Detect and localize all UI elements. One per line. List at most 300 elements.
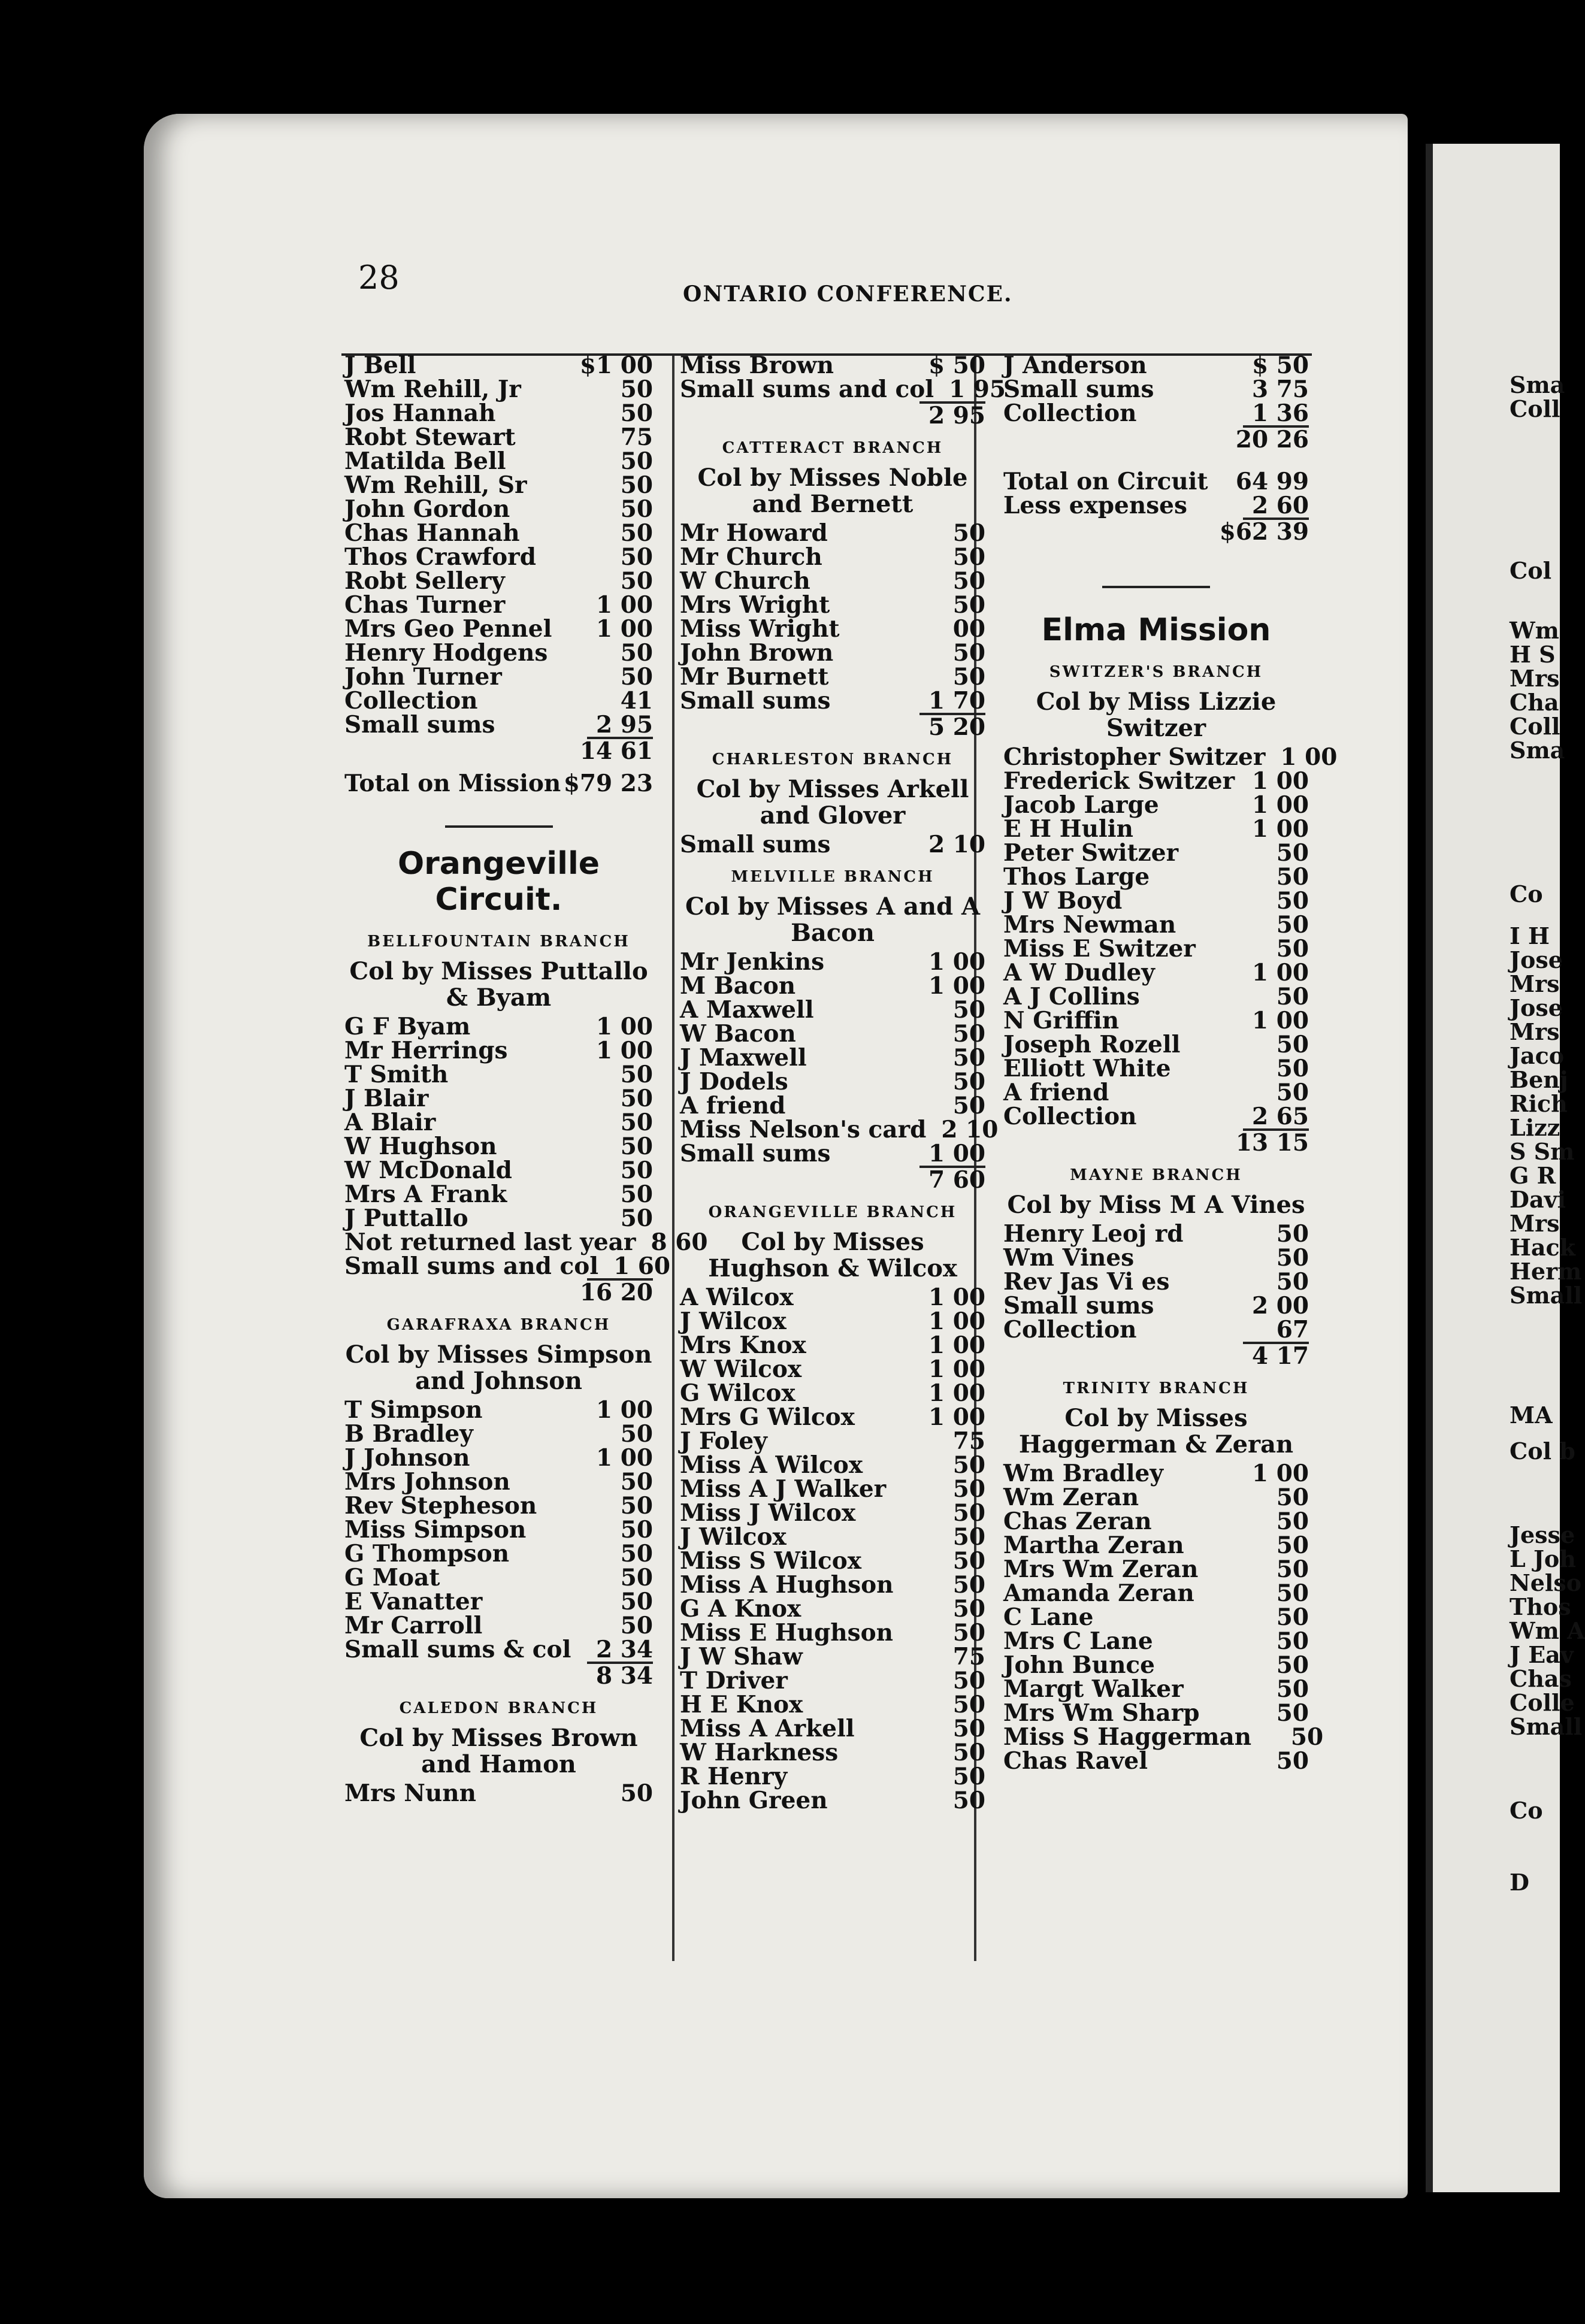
branch-heading: TRINITY BRANCH: [1063, 1379, 1250, 1397]
contribution-amount: 50: [952, 1739, 985, 1766]
contribution-row: [680, 1765, 985, 1789]
contribution-amount: 1 00: [928, 1308, 985, 1335]
subtotal: 5 20: [928, 713, 985, 741]
contribution-row: [680, 1789, 985, 1812]
contributor-name: G F Byam: [344, 1013, 471, 1040]
contribution-row: [680, 1333, 985, 1357]
contribution-row: [680, 1309, 985, 1333]
contributor-name: Small sums: [1003, 376, 1154, 403]
contributor-name: Small sums: [680, 1140, 831, 1167]
facing-page-fragment: Jaco: [1510, 1042, 1565, 1069]
contribution-amount: 1 00: [928, 1284, 985, 1311]
contributor-name: E H Hulin: [1003, 815, 1133, 843]
subtotal: 20 26: [1235, 426, 1309, 453]
contributor-name: Chas Ravel: [1003, 1747, 1148, 1775]
contribution-row: [680, 1693, 985, 1717]
contribution-amount: $1 00: [579, 352, 653, 379]
contributor-name: R Henry: [680, 1763, 788, 1790]
contributor-name: Matilda Bell: [344, 447, 506, 475]
contribution-row: [680, 1381, 985, 1405]
contribution-row: [344, 641, 653, 665]
contributor-name: Elliott White: [1003, 1055, 1171, 1082]
contributor-name: Mr Carroll: [344, 1612, 483, 1639]
collector-line: Col by Misses Simpson and Johnson: [345, 1340, 652, 1395]
contribution-amount: 75: [620, 423, 653, 451]
contributor-name: Mrs Wm Zeran: [1003, 1556, 1199, 1583]
collector-line: Col by Misses Noble and Bernett: [697, 464, 968, 518]
contribution-row: [680, 1525, 985, 1549]
contribution-row: [680, 1741, 985, 1765]
contribution-row: [1003, 1009, 1309, 1033]
contribution-row: [1003, 985, 1309, 1009]
contributor-name: Mrs G Wilcox: [680, 1403, 855, 1431]
contributor-name: Mrs Wright: [680, 591, 830, 619]
contribution-row: [680, 617, 985, 641]
contribution-row: [344, 569, 653, 593]
contributor-name: W McDonald: [344, 1157, 512, 1184]
contributor-name: J Puttallo: [344, 1205, 468, 1232]
branch-heading: GARAFRAXA BRANCH: [386, 1316, 611, 1334]
contribution-amount: 1 00: [928, 972, 985, 1000]
facing-page-fragment: Mrs: [1510, 970, 1560, 997]
total-row: [344, 771, 653, 795]
contribution-row: [1003, 494, 1309, 518]
facing-page-fragment: Jose: [1510, 994, 1563, 1021]
contributor-name: Wm Bradley: [1003, 1460, 1163, 1487]
subtotal: 2 95: [928, 402, 985, 429]
contributor-name: A Blair: [344, 1109, 436, 1136]
contribution-row: [344, 1087, 653, 1110]
contribution-amount: 1 00: [928, 1403, 985, 1431]
contributor-name: Mrs Wm Sharp: [1003, 1699, 1200, 1727]
subtotal-row: [1003, 1131, 1309, 1155]
contribution-amount: 2 34: [596, 1636, 653, 1663]
contributor-name: Miss A Arkell: [680, 1715, 855, 1742]
contribution-amount: 1 36: [1252, 400, 1309, 427]
branch-list: [1003, 1222, 1309, 1342]
contributor-name: J Maxwell: [680, 1044, 807, 1072]
facing-page-fragment: MA: [1510, 1402, 1553, 1429]
contribution-amount: $ 50: [928, 352, 985, 379]
contribution-amount: 50: [1276, 1079, 1309, 1106]
total-label: Total on Mission: [344, 770, 561, 797]
contribution-row: [344, 545, 653, 569]
contribution-row: [344, 1252, 671, 1280]
contribution-amount: 50: [952, 1619, 985, 1647]
subtotal: 4 17: [1252, 1342, 1309, 1370]
contribution-amount: 50: [1276, 1220, 1309, 1248]
contributor-name: Miss A Wilcox: [680, 1451, 863, 1479]
contribution-amount: 1 00: [1252, 767, 1309, 795]
contribution-row: [344, 353, 653, 377]
contribution-amount: 50: [952, 1523, 985, 1551]
facing-page-fragment: Sma: [1510, 371, 1565, 398]
contribution-row: [344, 1206, 653, 1230]
contribution-row: [344, 377, 653, 401]
contribution-row: [344, 1398, 653, 1422]
contribution-amount: 50: [620, 1492, 653, 1520]
subtotal: 14 61: [579, 737, 653, 765]
facing-page-fragment: Cha: [1510, 689, 1559, 716]
contribution-amount: 50: [620, 400, 653, 427]
contribution-row: [344, 401, 653, 425]
collector-line: Col by Misses Brown and Hamon: [359, 1724, 638, 1778]
contribution-amount: 00: [952, 615, 985, 643]
contributor-name: Collection: [344, 687, 478, 715]
contribution-row: [344, 521, 653, 545]
contributor-name: A friend: [1003, 1079, 1109, 1106]
branch-list: [344, 1013, 708, 1280]
contributor-name: Small sums: [680, 831, 831, 858]
branch-heading: CATTERACT BRANCH: [722, 439, 943, 457]
contribution-row: [680, 1405, 985, 1429]
contribution-amount: 1 00: [1252, 1007, 1309, 1034]
subtotal: 7 60: [928, 1166, 985, 1194]
collector-line: Col by Misses A and A Bacon: [685, 892, 981, 947]
contribution-row: [1003, 865, 1309, 889]
contributor-name: Mrs Johnson: [344, 1468, 510, 1496]
facing-page-fragment: Small: [1510, 1282, 1583, 1309]
subtotal: 13 15: [1235, 1129, 1309, 1157]
contributor-name: Martha Zeran: [1003, 1532, 1184, 1559]
branch-list: [1003, 1460, 1324, 1775]
contributor-name: Rev Jas Vi es: [1003, 1268, 1170, 1296]
branch-list: [344, 1781, 653, 1805]
contributor-name: Small sums & col: [344, 1636, 571, 1663]
contribution-amount: 50: [952, 567, 985, 595]
contributor-name: Wm Rehill, Jr: [344, 376, 521, 403]
subtotal-row: [344, 739, 653, 763]
contributor-name: T Simpson: [344, 1396, 483, 1424]
contribution-row: [344, 1422, 653, 1446]
contribution-amount: 50: [620, 1780, 653, 1807]
contribution-row: [680, 998, 985, 1022]
contribution-row: [680, 1142, 985, 1166]
contributor-name: J Johnson: [344, 1444, 470, 1472]
contributor-name: Small sums: [680, 687, 831, 715]
contributor-name: W Hughson: [344, 1133, 497, 1160]
contribution-amount: 50: [620, 543, 653, 571]
contribution-row: [1003, 1461, 1309, 1485]
contributor-name: Mrs A Frank: [344, 1181, 507, 1208]
contribution-amount: 1 00: [1252, 815, 1309, 843]
contribution-row: [344, 1494, 653, 1518]
contribution-row: [680, 593, 985, 617]
contributor-name: A W Dudley: [1003, 959, 1155, 987]
contribution-row: [680, 545, 985, 569]
contribution-row: [1003, 817, 1309, 841]
contribution-amount: 50: [620, 1540, 653, 1568]
contribution-row: [680, 1717, 985, 1741]
contribution-amount: 50: [1276, 1556, 1309, 1583]
contribution-amount: 50: [952, 663, 985, 691]
contribution-amount: 50: [1276, 887, 1309, 915]
contribution-row: [1003, 889, 1309, 913]
contribution-row: [1003, 1318, 1309, 1342]
contribution-row: [344, 1590, 653, 1614]
contribution-row: [680, 833, 985, 857]
contribution-amount: 50: [620, 567, 653, 595]
contribution-row: [1003, 1701, 1309, 1725]
contribution-amount: 50: [952, 1763, 985, 1790]
contribution-row: [680, 1116, 999, 1143]
branch-list: [344, 1398, 653, 1662]
contribution-amount: 50: [620, 1205, 653, 1232]
contribution-amount: 50: [952, 1691, 985, 1718]
contribution-amount: 50: [620, 1564, 653, 1591]
contributor-name: W Harkness: [680, 1739, 839, 1766]
contributor-name: T Driver: [680, 1667, 788, 1694]
subtotal-row: [680, 1168, 985, 1192]
facing-page-fragment: Benj: [1510, 1066, 1568, 1093]
contribution-row: [1003, 1294, 1309, 1318]
contributor-name: J Bell: [344, 352, 416, 379]
contributor-name: Miss E Hughson: [680, 1619, 893, 1647]
facing-page-fragment: Mrs: [1510, 665, 1560, 692]
contribution-row: [1003, 1581, 1309, 1605]
facing-page-fragment: Chas: [1510, 1665, 1572, 1692]
contribution-amount: 1 00: [1280, 743, 1338, 771]
contribution-row: [344, 1182, 653, 1206]
contribution-row: [680, 1046, 985, 1070]
contribution-row: [344, 1158, 653, 1182]
contributor-name: G A Knox: [680, 1595, 801, 1623]
contribution-amount: 50: [1276, 1651, 1309, 1679]
contribution-row: [344, 1446, 653, 1470]
subtotal-row: [680, 404, 985, 428]
contributor-name: John Bunce: [1003, 1651, 1155, 1679]
contribution-row: [1003, 1605, 1309, 1629]
branch-heading: ORANGEVILLE BRANCH: [708, 1203, 957, 1221]
contributor-name: Wm Vines: [1003, 1244, 1135, 1272]
contributor-name: John Turner: [344, 663, 502, 691]
contribution-amount: 50: [1276, 1579, 1309, 1607]
contribution-amount: 50: [952, 1571, 985, 1599]
contribution-row: [1003, 1033, 1309, 1057]
contribution-amount: 1 00: [596, 1444, 653, 1472]
contributor-name: J Foley: [680, 1427, 767, 1455]
facing-page-fragment: H S: [1510, 641, 1556, 668]
facing-page-fragment: Hack: [1510, 1234, 1575, 1261]
contributor-name: N Griffin: [1003, 1007, 1120, 1034]
carryover-list: [680, 352, 1006, 403]
contribution-amount: 50: [952, 1595, 985, 1623]
contribution-amount: 1 00: [596, 615, 653, 643]
contribution-amount: 50: [1276, 1031, 1309, 1058]
contribution-amount: 50: [952, 1451, 985, 1479]
contribution-amount: 50: [620, 1061, 653, 1088]
contribution-amount: 50: [620, 1181, 653, 1208]
contribution-amount: 50: [620, 639, 653, 667]
contribution-amount: 50: [952, 1715, 985, 1742]
contribution-amount: 50: [620, 471, 653, 499]
net-total: $62 39: [1219, 518, 1309, 546]
contribution-row: [1003, 1485, 1309, 1509]
contribution-row: [1003, 1557, 1309, 1581]
contributor-name: Mrs C Lane: [1003, 1627, 1153, 1655]
contributor-name: Miss E Switzer: [1003, 935, 1196, 963]
carryover-list: [1003, 353, 1309, 425]
contribution-amount: 2 00: [1252, 1292, 1309, 1320]
contribution-row: [344, 497, 653, 521]
contribution-row: [680, 950, 985, 974]
contributor-name: Mrs Knox: [680, 1332, 806, 1359]
contribution-amount: 3 75: [1252, 376, 1309, 403]
contributor-name: A Maxwell: [680, 996, 814, 1024]
contribution-amount: 1 60: [613, 1252, 671, 1280]
contribution-amount: 2 10: [941, 1116, 999, 1143]
contributor-name: Small sums: [344, 711, 495, 739]
contributor-name: W Church: [680, 567, 810, 595]
contribution-amount: 50: [620, 1468, 653, 1496]
contribution-row: [680, 689, 985, 713]
contributor-name: Wm Zeran: [1003, 1484, 1139, 1511]
facing-page-fragment: Wm: [1510, 617, 1559, 644]
contribution-row: [680, 665, 985, 689]
contributor-name: A Wilcox: [680, 1284, 794, 1311]
net-total-row: [1003, 520, 1309, 544]
contribution-amount: 50: [620, 495, 653, 523]
collector-line: Col by Misses Puttallo & Byam: [349, 957, 648, 1012]
contributor-name: Miss S Haggerman: [1003, 1723, 1252, 1751]
facing-page-fragment: G R: [1510, 1162, 1556, 1189]
contribution-row: [680, 521, 985, 545]
branch-list: [680, 833, 985, 857]
contribution-amount: 50: [1290, 1723, 1324, 1751]
contribution-row: [344, 1638, 653, 1662]
contribution-row: [1003, 1677, 1309, 1701]
contribution-amount: 50: [1276, 1747, 1309, 1775]
facing-page-fragment: Mrs: [1510, 1210, 1560, 1237]
contribution-amount: 50: [620, 1420, 653, 1448]
section-rule: [445, 825, 553, 828]
total-amount: $79 23: [563, 770, 653, 797]
contribution-row: [1003, 1057, 1309, 1081]
contribution-row: [680, 1597, 985, 1621]
subtotal-row: [1003, 428, 1309, 452]
contribution-row: [1003, 961, 1309, 985]
contribution-amount: 1 00: [928, 948, 985, 976]
contribution-row: [344, 1134, 653, 1158]
contributor-name: Miss Brown: [680, 352, 834, 379]
subtotal-row: [344, 1281, 653, 1305]
branch-list: [680, 948, 999, 1167]
contributor-name: Not returned last year: [344, 1228, 636, 1256]
contribution-row: [344, 593, 653, 617]
contributor-name: G Moat: [344, 1564, 440, 1591]
column-1: [344, 352, 708, 1807]
contribution-row: [344, 1228, 708, 1256]
branch-heading: MELVILLE BRANCH: [731, 868, 934, 886]
contributor-name: Small sums: [1003, 1292, 1154, 1320]
circuit-totals: [1003, 470, 1309, 518]
contribution-row: [1003, 1629, 1309, 1653]
contributor-name: W Wilcox: [680, 1355, 802, 1383]
branch-heading: CHARLESTON BRANCH: [712, 751, 954, 768]
subtotal-row: [1003, 1344, 1309, 1368]
contribution-amount: 50: [952, 996, 985, 1024]
contributor-name: Peter Switzer: [1003, 839, 1179, 867]
contribution-amount: 50: [1276, 1675, 1309, 1703]
branch-list: [1003, 743, 1338, 1130]
contribution-row: [680, 1645, 985, 1669]
branch-heading: CALEDON BRANCH: [399, 1699, 598, 1717]
contribution-amount: 1 00: [596, 591, 653, 619]
facing-page-fragment: Col b: [1510, 1438, 1575, 1464]
contributor-name: Collection: [1003, 400, 1137, 427]
contribution-row: [1003, 1270, 1309, 1294]
contribution-amount: 50: [620, 1157, 653, 1184]
contribution-amount: 8 60: [651, 1228, 708, 1256]
facing-page-fragment: Jesse: [1510, 1521, 1575, 1548]
contributor-name: Mr Howard: [680, 519, 828, 547]
contribution-row: [1003, 1081, 1309, 1104]
contributor-name: J Wilcox: [680, 1523, 787, 1551]
contributor-name: Less expenses: [1003, 492, 1187, 519]
contribution-amount: 41: [620, 687, 653, 715]
contributor-name: A J Collins: [1003, 983, 1140, 1010]
contribution-amount: 50: [952, 1092, 985, 1119]
column-3: [1003, 352, 1338, 1775]
contributor-name: Chas Zeran: [1003, 1508, 1152, 1535]
facing-page-fragment: Co: [1510, 880, 1543, 907]
contribution-row: [680, 1669, 985, 1693]
contribution-amount: 50: [620, 376, 653, 403]
page-number: 28: [358, 259, 400, 296]
contributor-name: W Bacon: [680, 1020, 796, 1048]
contribution-amount: 50: [1276, 1603, 1309, 1631]
contributor-name: B Bradley: [344, 1420, 473, 1448]
contributor-name: Chas Turner: [344, 591, 506, 619]
contribution-amount: 1 00: [928, 1332, 985, 1359]
facing-page-fragment: Nelso: [1510, 1569, 1582, 1596]
contribution-row: [1003, 1104, 1309, 1128]
contributor-name: Robt Stewart: [344, 423, 516, 451]
contribution-row: [344, 425, 653, 449]
contributor-name: Margt Walker: [1003, 1675, 1184, 1703]
facing-page-fragment: Small: [1510, 1713, 1583, 1740]
contributor-name: J Wilcox: [680, 1308, 787, 1335]
contribution-amount: 1 00: [928, 1355, 985, 1383]
contribution-row: [1003, 937, 1309, 961]
contribution-amount: 2 95: [596, 711, 653, 739]
contributor-name: E Vanatter: [344, 1588, 483, 1615]
contributor-name: H E Knox: [680, 1691, 803, 1718]
contribution-amount: 50: [1276, 839, 1309, 867]
subtotal: 8 34: [596, 1662, 653, 1690]
contribution-row: [680, 353, 985, 377]
contribution-row: [344, 473, 653, 497]
contribution-row: [680, 1477, 985, 1501]
contributor-name: Miss Simpson: [344, 1516, 527, 1544]
facing-page-fragment: Colle: [1510, 1689, 1575, 1716]
contribution-amount: 50: [1276, 1532, 1309, 1559]
contributor-name: J W Boyd: [1003, 887, 1123, 915]
contributor-name: Mrs Geo Pennel: [344, 615, 552, 643]
contributor-name: Frederick Switzer: [1003, 767, 1235, 795]
contribution-row: [680, 1549, 985, 1573]
contributor-name: J Dodels: [680, 1068, 788, 1096]
contribution-amount: 50: [952, 1020, 985, 1048]
facing-page-fragment: Lizz: [1510, 1114, 1560, 1141]
contributor-name: C Lane: [1003, 1603, 1094, 1631]
running-head: ONTARIO CONFERENCE.: [683, 282, 1013, 307]
facing-page-fragment: Co: [1510, 1797, 1543, 1824]
contributor-name: Henry Leoj rd: [1003, 1220, 1184, 1248]
contribution-amount: 1 00: [1252, 791, 1309, 819]
contribution-amount: 50: [952, 591, 985, 619]
contribution-row: [1003, 769, 1309, 793]
